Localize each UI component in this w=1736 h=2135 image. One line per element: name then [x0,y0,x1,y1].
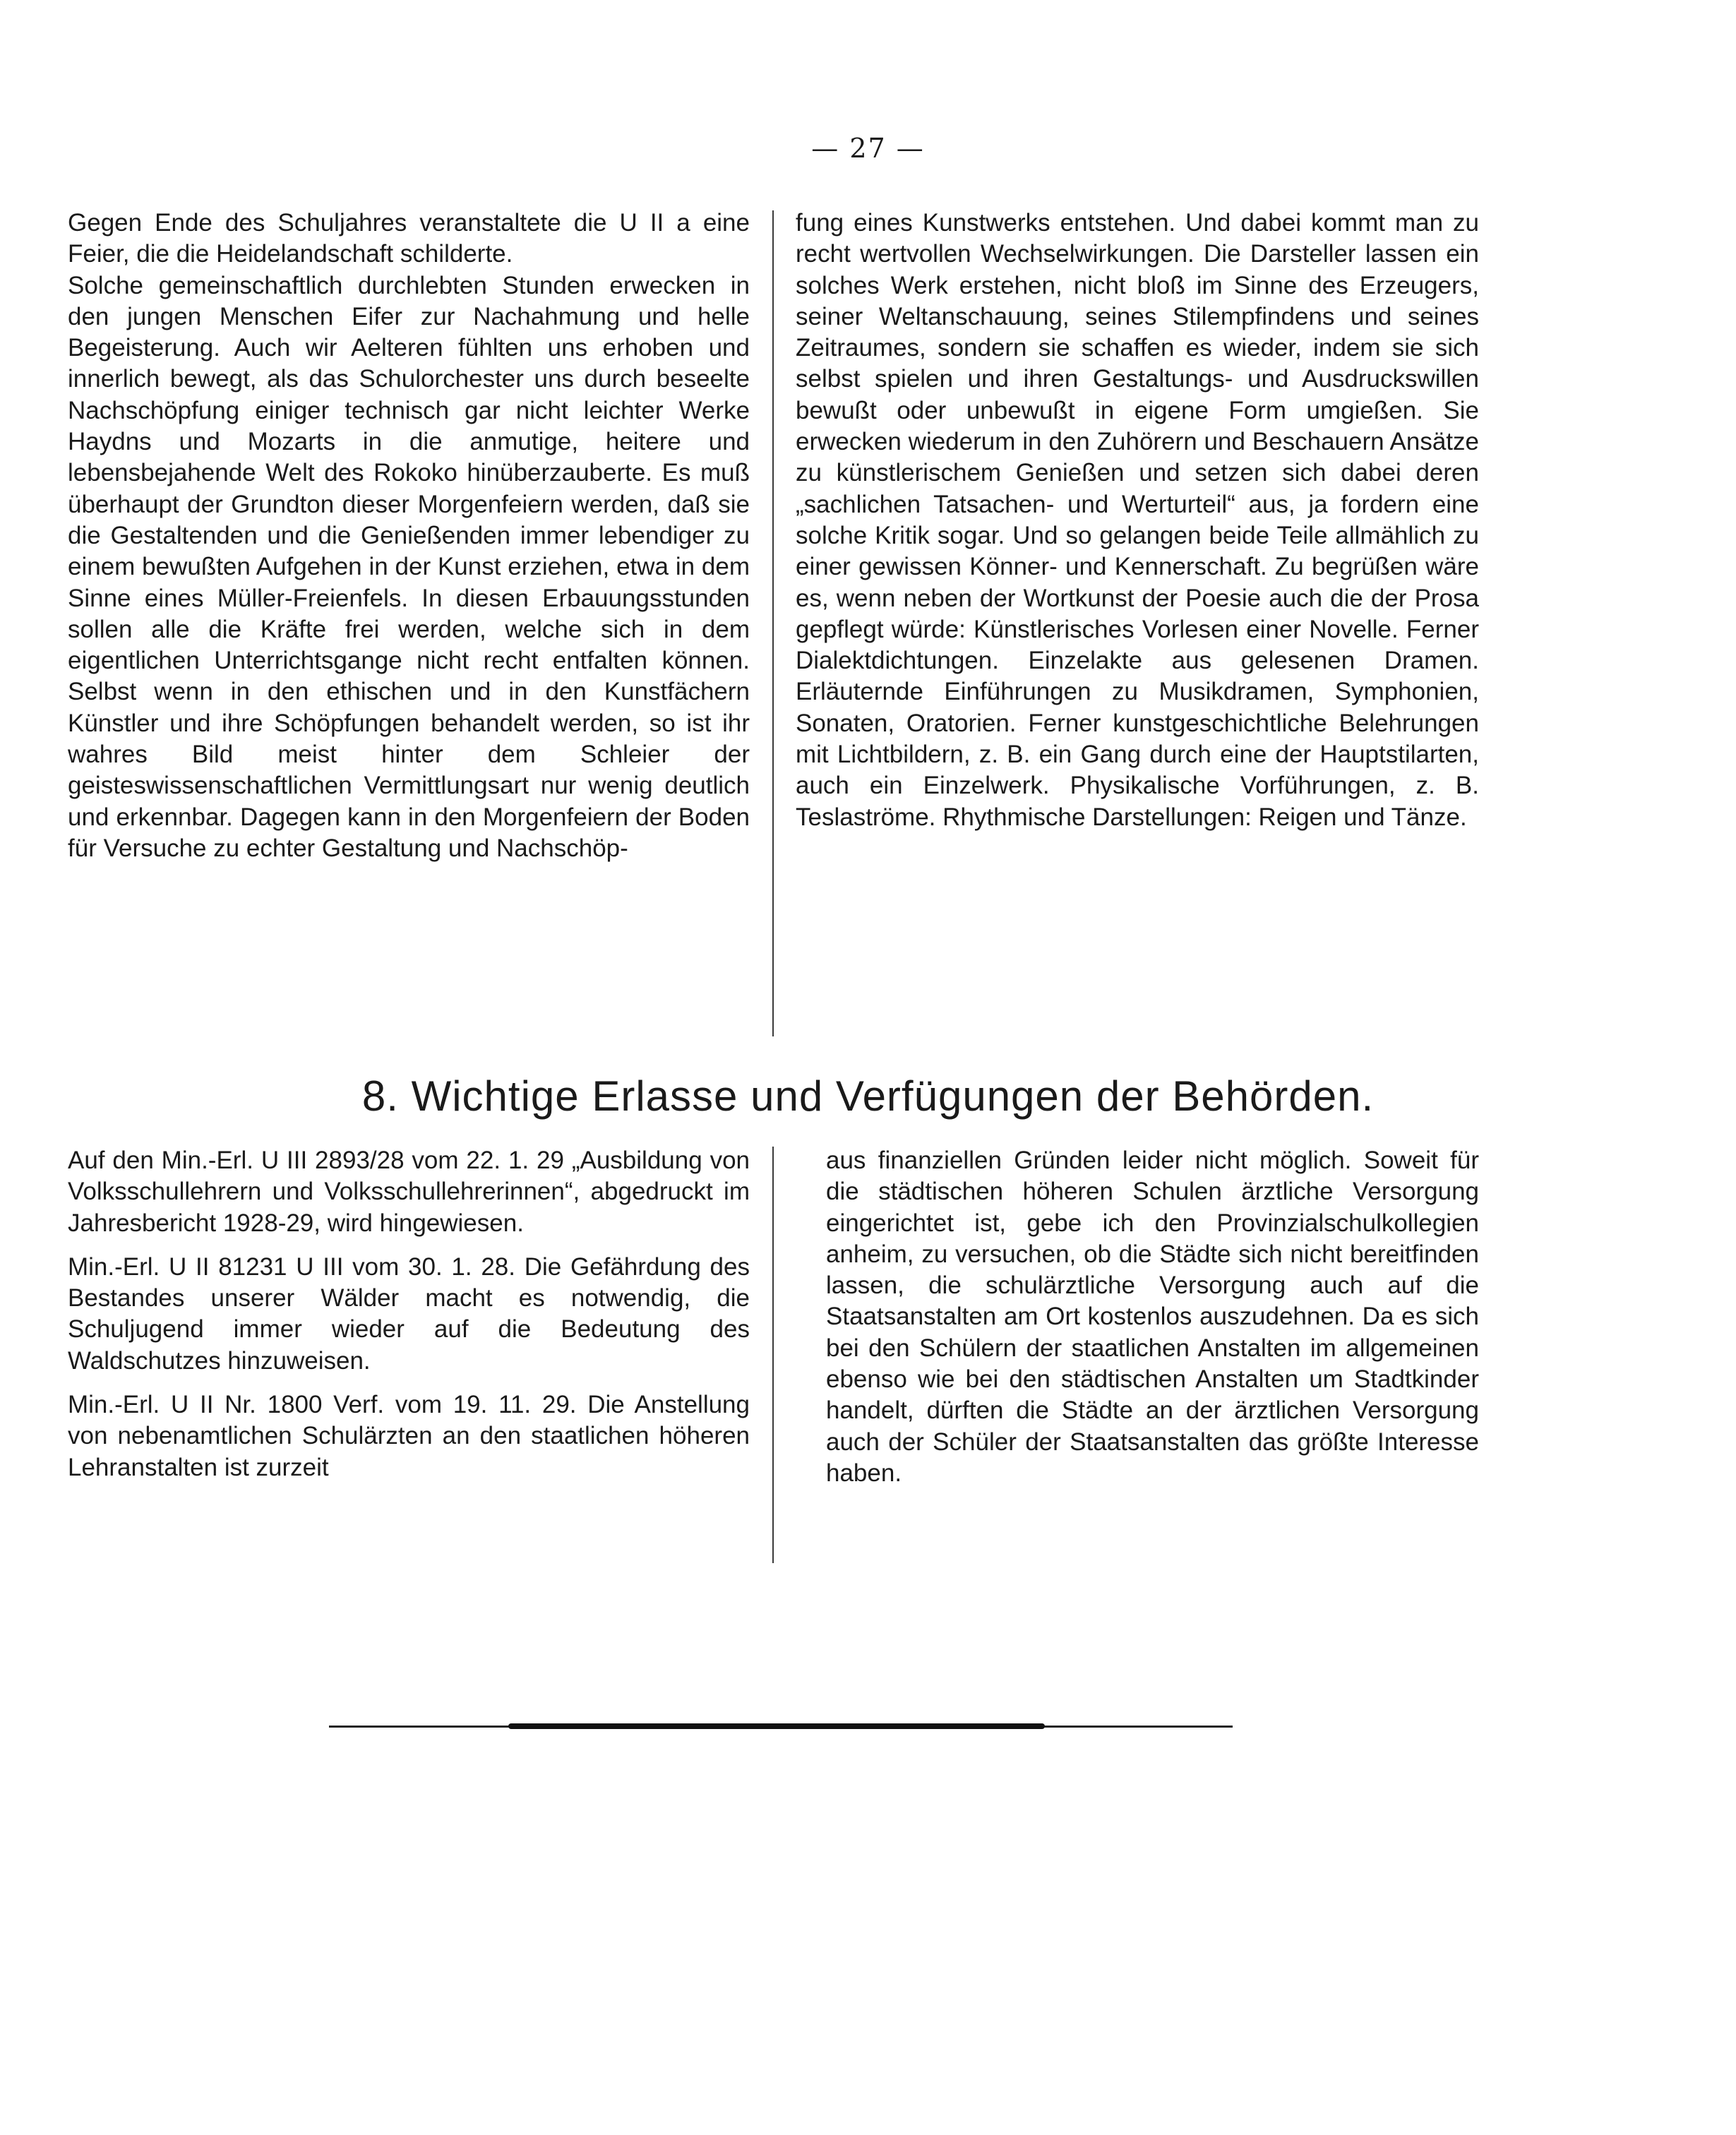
paragraph: Solche gemeinschaftlich durchlebten Stunden erwecken in den jungen Menschen Eifer zur Nachahmung und helle Begeisterung. Auch wir Aelteren fühlten uns erhoben und innerlich bewegt, als das Schulorchester uns durch beseelte Nachschöpfung einiger technisch gar nicht leichter Werke Haydns und Mozarts in die anmutige, heitere und lebensbejahende Welt des Rokoko hinüberzauberte. Es muß überhaupt der Grundton dieser Morgenfeiern werden, daß sie die Gestaltenden und die Genießenden immer lebendiger zu einem bewußten Aufgehen in der Kunst erziehen, etwa in dem Sinne eines Müller-Freienfels. In diesen Erbauungsstunden sollen alle die Kräfte frei werden, welche sich in dem eigentlichen Unterrichtsgange nicht recht entfalten können. Selbst wenn in den ethischen und in den Kunstfächern Künstler und ihre Schöpfungen behandelt werden, so ist ihr wahres Bild meist hinter dem Schleier der geisteswissenschaftlichen Vermittlungsart nur wenig deutlich und erkennbar. Dagegen kann in den Morgenfeiern der Boden für Versuche zu echter Gestaltung und Nachschöp- [68,271,750,862]
paragraph: Min.-Erl. U II 81231 U III vom 30. 1. 28. Die Gefährdung des Bestandes unserer Wälder macht es notwendig, die Schuljugend immer wieder auf die Bedeutung des Waldschutzes hinzuweisen. [68,1252,750,1375]
paragraph: fung eines Kunstwerks entstehen. Und dabei kommt man zu recht wertvollen Wechselwirkungen. Die Darsteller lassen ein solches Werk erstehen, nicht bloß im Sinne des Erzeugers, seiner Weltanschauung, seines Stilempfindens und seines Zeitraumes, sondern sie schaffen es wieder, indem sie sich selbst spielen und ihren Gestaltungs- und Ausdruckswillen bewußt oder unbewußt in eigene Form umgießen. Sie erwecken wiederum in den Zuhörern und Beschauern Ansätze zu künstlerischem Genießen und setzen sich dabei deren „sachlichen Tatsachen- und Werturteil“ aus, ja fordern eine solche Kritik sogar. Und so gelangen beide Teile allmählich zu einer gewissen Könner- und Kennerschaft. Zu begrüßen wäre es, wenn neben der Wortkunst der Poesie auch die der Prosa gepflegt würde: Künstlerisches Vorlesen einer Novelle. Ferner Dialektdichtungen. Einzelakte aus gelesenen Dramen. Erläuternde Einführungen zu Musikdramen, Symphonien, Sonaten, Oratorien. Ferner kunstgeschichtliche Belehrungen mit Lichtbildern, z. B. ein Gang durch eine der Hauptstilarten, auch ein Einzelwerk. Physikalische Vorführungen, z. B. Teslaströme. Rhythmische Darstellungen: Reigen und Tänze. [796,209,1479,831]
paragraph: Gegen Ende des Schuljahres veranstaltete die U II a eine Feier, die die Heidelandschaft schilderte. [68,209,750,268]
section2-left-column [68,1145,750,1483]
paragraph: Auf den Min.-Erl. U III 2893/28 vom 22. 1. 29 „Ausbildung von Volksschullehrern und Volksschullehrerinnen“, abgedruckt im Jahresbericht 1928-29, wird hingewiesen. [68,1147,750,1237]
section2-right-column [826,1145,1479,1489]
end-rule-ornament [508,1723,1045,1729]
paragraph: aus finanziellen Gründen leider nicht möglich. Soweit für die städtischen höheren Schulen ärztliche Versorgung eingerichtet ist, gebe ich den Provinzialschulkollegien anheim, zu versuchen, ob die Städte sich nicht bereitfinden lassen, die schulärztliche Versorgung auch auf die Staatsanstalten am Ort kostenlos auszudehnen. Da es sich bei den Schülern der staatlichen Anstalten im allgemeinen ebenso wie bei den städtischen Anstalten um Stadtkinder handelt, dürften die Städte an der ärztlichen Versorgung auch der Schüler der Staatsanstalten das größte Interesse haben. [826,1147,1479,1487]
column-divider [772,1147,774,1563]
page-number: — 27 — [811,133,925,164]
section-heading: 8. Wichtige Erlasse und Verfügungen der Behörden. [361,1072,1375,1120]
section1-right-column [796,208,1479,833]
section1-left-column [68,208,750,864]
column-divider [772,210,774,1036]
paragraph: Min.-Erl. U II Nr. 1800 Verf. vom 19. 11. 29. Die Anstellung von nebenamtlichen Schulärzten an den staatlichen höheren Lehranstalten ist zurzeit [68,1391,750,1481]
